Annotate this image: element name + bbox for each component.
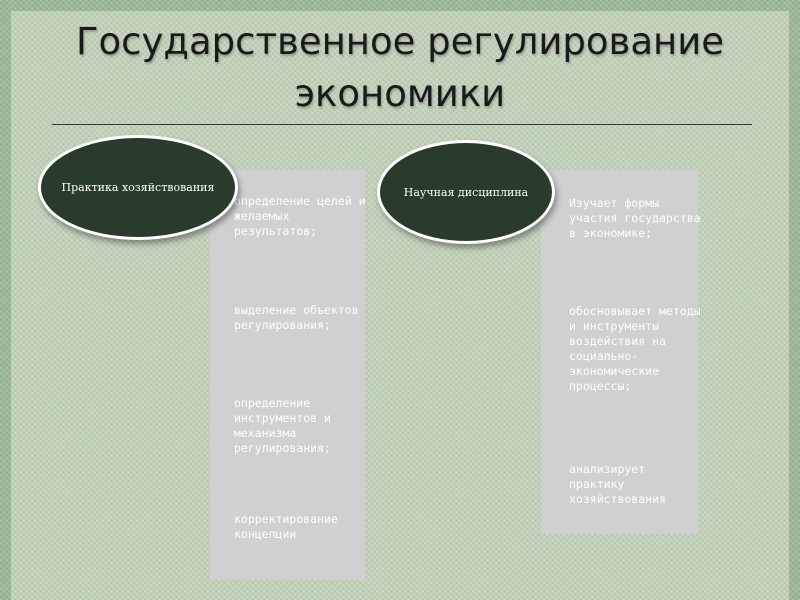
practice-oval xyxy=(38,135,238,240)
practice-item-2: выделение объектов регулирования; xyxy=(234,303,359,332)
discipline-oval-label: Научная дисциплина xyxy=(403,185,529,199)
practice-item-3: определение инструментов и механизма регулирования; xyxy=(234,396,331,455)
slide-title: Государственное регулирование экономики xyxy=(75,20,725,115)
discipline-item-1: Изучает формы участия государства в экономике; xyxy=(569,196,701,240)
practice-items-panel xyxy=(210,170,365,580)
discipline-item-3: анализирует практику хозяйствования xyxy=(569,462,666,506)
discipline-items-panel xyxy=(541,170,701,534)
practice-item-4: корректирование концепции xyxy=(234,512,338,541)
discipline-item-2: обосновывает методы и инструменты воздействия на социально-экономические процессы; xyxy=(569,304,701,393)
title-divider xyxy=(52,124,752,125)
practice-item-1: определение целей и желаемых результатов; xyxy=(234,194,366,238)
practice-oval-label: Практика хозяйствования xyxy=(61,181,215,194)
discipline-oval xyxy=(377,140,555,244)
